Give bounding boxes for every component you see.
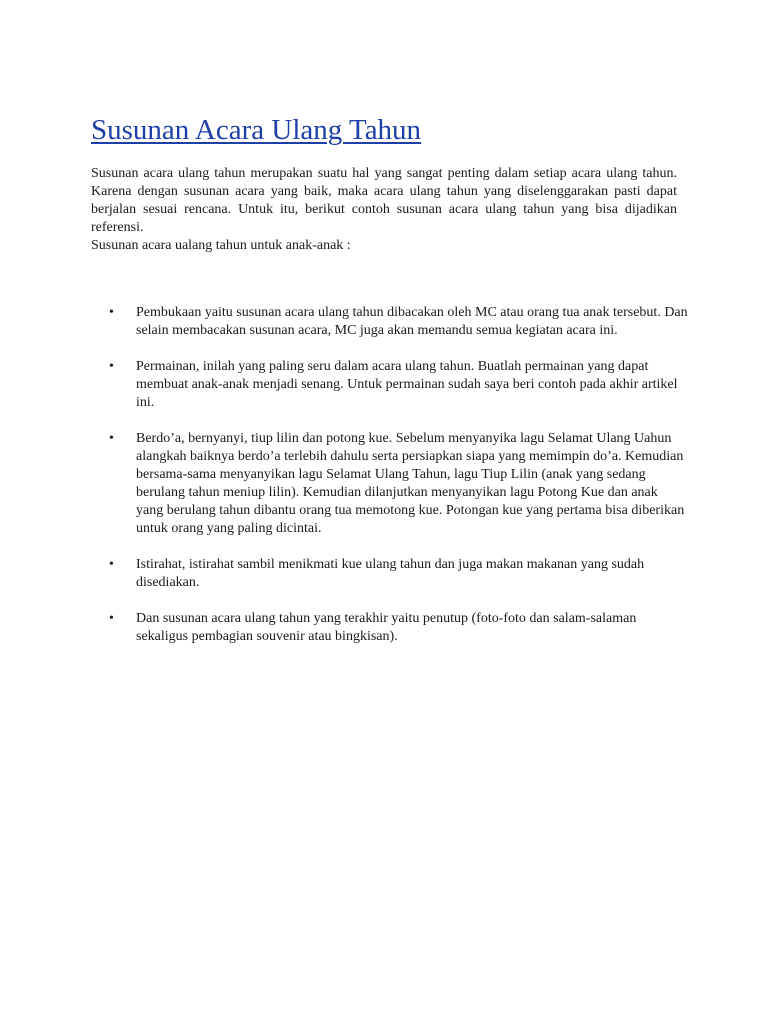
agenda-list [108,304,688,664]
list-item-text: Dan susunan acara ulang tahun yang terakhir yaitu penutup (foto-foto dan salam-salaman sekaligus pembagian souvenir atau bingkisan). [136,611,637,644]
bullet-icon: • [109,611,114,626]
list-item-text: Pembukaan yaitu susunan acara ulang tahun dibacakan oleh MC atau orang tua anak tersebut. Dan selain membacakan susunan acara, MC juga akan memandu semua kegiatan acara ini. [136,305,688,338]
bullet-icon: • [109,359,114,374]
list-item [108,304,688,340]
document-title: Susunan Acara Ulang Tahun [91,114,422,146]
list-item [108,430,688,538]
intro-paragraph: Susunan acara ulang tahun merupakan suatu hal yang sangat penting dalam setiap acara ulang tahun. Karena dengan susunan acara yang baik, maka acara ulang tahun yang diselenggarakan pasti dapat berjalan sesuai rencana. Untuk itu, berikut contoh susunan acara ulang tahun yang bisa dijadikan referensi. [91,166,677,235]
list-item [108,358,688,412]
bullet-icon: • [109,305,114,320]
bullet-icon: • [109,557,114,572]
list-item-text: Berdo’a, bernyanyi, tiup lilin dan potong kue. Sebelum menyanyika lagu Selamat Ulang Uahun alangkah baiknya berdo’a terlebih dahulu serta persiapkan siapa yang memimpin do’a. Kemudian bersama-sama menyanyikan lagu Selamat Ulang Tahun, lagu Tiup Lilin (anak yang sedang berulang tahun meniup lilin). Kemudian dilanjutkan menyanyikan lagu Potong Kue dan anak yang berulang tahun dibantu orang tua memotong kue. Potongan kue yang pertama bisa diberikan untuk orang yang paling dicintai. [136,431,685,536]
bullet-icon: • [109,431,114,446]
list-item [108,556,688,592]
list-subheading: Susunan acara ualang tahun untuk anak-anak : [91,238,351,253]
list-item [108,610,688,646]
list-item-text: Istirahat, istirahat sambil menikmati kue ulang tahun dan juga makan makanan yang sudah disediakan. [136,557,645,590]
list-item-text: Permainan, inilah yang paling seru dalam acara ulang tahun. Buatlah permainan yang dapat membuat anak-anak menjadi senang. Untuk permainan sudah saya beri contoh pada akhir artikel ini. [136,359,678,410]
